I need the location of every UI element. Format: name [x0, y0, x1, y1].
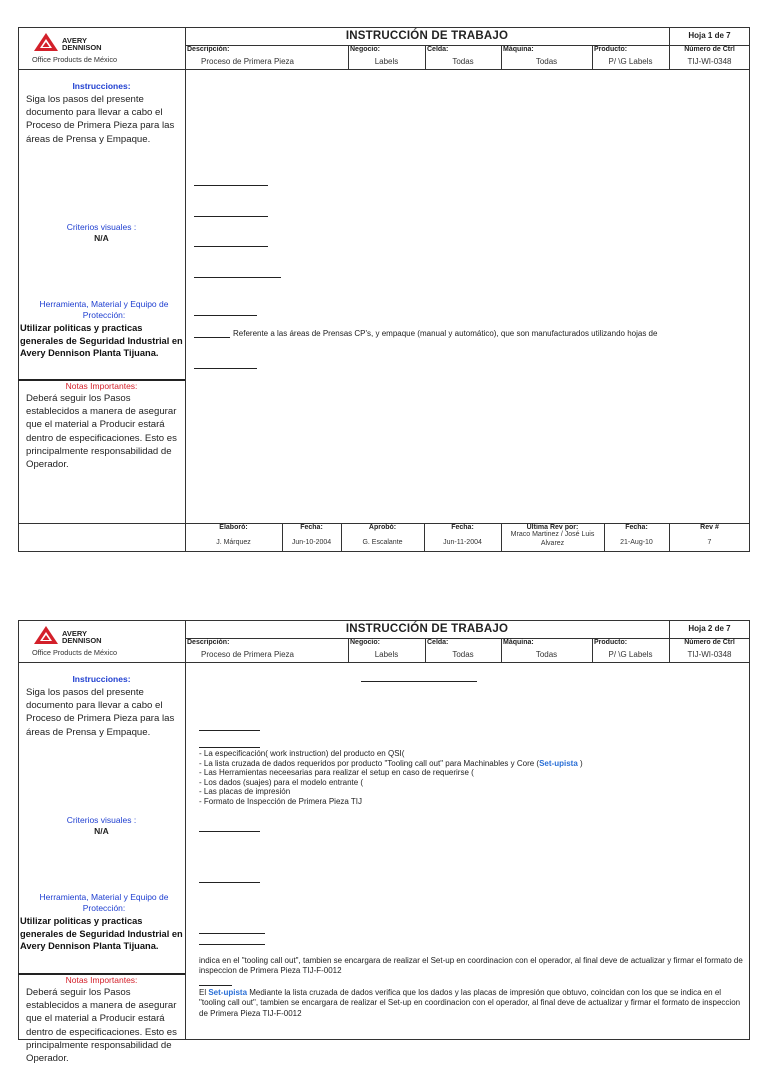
list-item: - Formato de Inspección de Primera Pieza TIJ — [199, 796, 363, 806]
instrucciones-text: Siga los pasos del presente documento para llevar a cabo el Proceso de Primera Pieza para las áreas de Prensa y Empaque. — [26, 94, 175, 145]
criterios-value: N/A — [94, 233, 109, 243]
criterios-value: N/A — [94, 826, 109, 836]
avery-triangle-icon — [34, 626, 58, 644]
blank-line — [194, 315, 257, 316]
herramienta-text: Utilizar politicas y practicas generales de Seguridad Industrial en Avery Dennison Planta Tijuana. — [20, 916, 183, 952]
herramienta-heading: Herramienta, Material y Equipo de Protección: — [39, 892, 169, 914]
herramienta-heading: Herramienta, Material y Equipo de Protección: — [39, 299, 169, 321]
footer-label-aprobo: Aprobó: — [368, 524, 397, 531]
label-negocio: Negocio: — [350, 639, 380, 646]
blank-line — [194, 246, 268, 247]
setup-paragraph-1: indica en el "tooling call out", tambien se encargara de realizar el Set-up en coordinacion con el operador, al final deve de actualizar y firmar el formato de inspeccion de Primera Pieza TIJ-F-0012 — [199, 956, 743, 976]
blank-line — [194, 277, 281, 278]
notas-text: Deberá seguir los Pasos establecidos a manera de asegurar que el material a Producir estará dentro de especificaciones. Esto es principalmente responsabilidad de Operador. — [26, 393, 177, 471]
value-numero-ctrl: TIJ-WI-0348 — [687, 57, 732, 66]
footer-value-fecha: Jun-10-2004 — [291, 539, 332, 546]
list-item: - La especificación( work instruction) del producto en QSI( — [199, 749, 405, 758]
blank-line — [194, 216, 268, 217]
label-negocio: Negocio: — [350, 46, 380, 53]
criterios-heading: Criterios visuales : — [66, 222, 137, 232]
herramienta-text: Utilizar politicas y practicas generales de Seguridad Industrial en Avery Dennison Planta Tijuana. — [20, 323, 183, 359]
work-instruction-sheet-1 — [18, 27, 750, 552]
brand-line1: AVERY — [62, 629, 88, 638]
notas-heading: Notas Importantes: — [65, 381, 138, 391]
label-maquina: Máquina: — [503, 639, 534, 646]
footer-value-rev: 7 — [707, 539, 712, 546]
label-celda: Celda: — [427, 639, 449, 646]
brand-line1: AVERY — [62, 36, 88, 45]
setup-paragraph-2: El Set-upista Mediante la lista cruzada de dados verifica que los dados y las placas de impresión que obtuvo, coincidan con los que se indica en el "tooling call out", tambien se encargara de realizar el Set-up en coordinacion con el operador, al final deve de actualizar y firmar el formato de inspeccion de Primera Pieza TIJ-F-0012 — [199, 988, 741, 1018]
instrucciones-text: Siga los pasos del presente documento para llevar a cabo el Proceso de Primera Pieza para las áreas de Prensa y Empaque. — [26, 687, 175, 738]
value-maquina: Todas — [535, 650, 558, 659]
blank-line — [199, 933, 265, 934]
label-numero-ctrl: Número de Ctrl — [684, 639, 735, 646]
footer-label-fecha: Fecha: — [300, 524, 323, 531]
footer-label-fecha: Fecha: — [451, 524, 474, 531]
label-producto: Producto: — [594, 639, 628, 646]
footer-value-aprobo: G. Escalante — [362, 539, 403, 546]
brand-line2: DENNISON — [62, 636, 102, 645]
notas-heading: Notas Importantes: — [65, 975, 138, 985]
value-maquina: Todas — [535, 57, 558, 66]
blank-line — [194, 337, 230, 338]
blank-line — [194, 368, 257, 369]
setupista-tag: Set-upista — [539, 758, 578, 768]
document-title: INSTRUCCIÓN DE TRABAJO — [345, 623, 509, 635]
label-celda: Celda: — [427, 46, 449, 53]
blank-line — [199, 831, 260, 832]
blank-line — [361, 681, 477, 682]
footer-label-elaboro: Elaboró: — [219, 524, 248, 531]
work-instruction-sheet-2 — [18, 620, 750, 1065]
list-item: - Los dados (suajes) para el modelo entrante ( — [199, 777, 364, 787]
footer-label-ultima-rev: Ultima Rev por: — [526, 524, 579, 531]
value-descripcion: Proceso de Primera Pieza — [201, 650, 294, 659]
criterios-heading: Criterios visuales : — [66, 815, 137, 825]
label-maquina: Máquina: — [503, 46, 534, 53]
value-negocio: Labels — [374, 57, 399, 66]
value-celda: Todas — [452, 57, 474, 66]
avery-triangle-icon — [34, 33, 58, 51]
label-descripcion: Descripción: — [187, 639, 230, 646]
footer-value-elaboro: J. Márquez — [216, 539, 251, 546]
blank-line — [199, 730, 260, 731]
footer-value-ultima-rev: Mraco Martinez / José Luis Alvarez — [510, 531, 595, 547]
label-numero-ctrl: Número de Ctrl — [684, 46, 735, 53]
label-descripcion: Descripción: — [187, 46, 230, 53]
blank-line — [194, 185, 268, 186]
requirements-list — [199, 749, 744, 807]
footer-value-fecha: Jun-11-2004 — [443, 539, 482, 546]
blank-line — [199, 944, 265, 945]
instrucciones-heading: Instrucciones: — [72, 81, 131, 91]
list-item: - Las placas de impresión — [199, 787, 291, 797]
blank-line — [199, 985, 232, 986]
value-negocio: Labels — [374, 650, 399, 659]
body-text-line: Referente a las áreas de Prensas CP's, y empaque (manual y automático), que son manufacturados utilizando hojas de — [233, 329, 658, 338]
avery-logo — [34, 33, 58, 51]
list-item: - Las Herramientas neceesarias para realizar el setup en caso de requerirse ( — [199, 768, 474, 778]
document-title: INSTRUCCIÓN DE TRABAJO — [345, 30, 509, 42]
value-descripcion: Proceso de Primera Pieza — [201, 57, 294, 66]
avery-logo — [34, 626, 58, 644]
instrucciones-heading: Instrucciones: — [72, 674, 131, 684]
footer-label-fecha: Fecha: — [625, 524, 648, 531]
label-producto: Producto: — [594, 46, 628, 53]
office-name: Office Products de México — [32, 55, 118, 64]
value-numero-ctrl: TIJ-WI-0348 — [687, 650, 732, 659]
footer-value-fecha: 21-Aug-10 — [620, 539, 653, 546]
footer-label-rev: Rev # — [700, 524, 719, 531]
office-name: Office Products de México — [32, 648, 118, 657]
sheet-number: Hoja 2 de 7 — [688, 624, 731, 633]
value-producto: P/ \G Labels — [608, 650, 653, 659]
setupista-tag: Set-upista — [208, 988, 248, 997]
notas-text: Deberá seguir los Pasos establecidos a manera de asegurar que el material a Producir estará dentro de especificaciones. Esto es principalmente responsabilidad de Operador. — [26, 987, 177, 1065]
value-producto: P/ \G Labels — [608, 57, 653, 66]
list-item: - La lista cruzada de dados requeridos por producto "Tooling call out" para Machinables y Core (Set-upista ) — [199, 758, 583, 768]
sheet-number: Hoja 1 de 7 — [688, 31, 731, 40]
blank-line — [199, 882, 260, 883]
value-celda: Todas — [452, 650, 474, 659]
blank-line — [199, 747, 260, 748]
brand-line2: DENNISON — [62, 43, 102, 52]
